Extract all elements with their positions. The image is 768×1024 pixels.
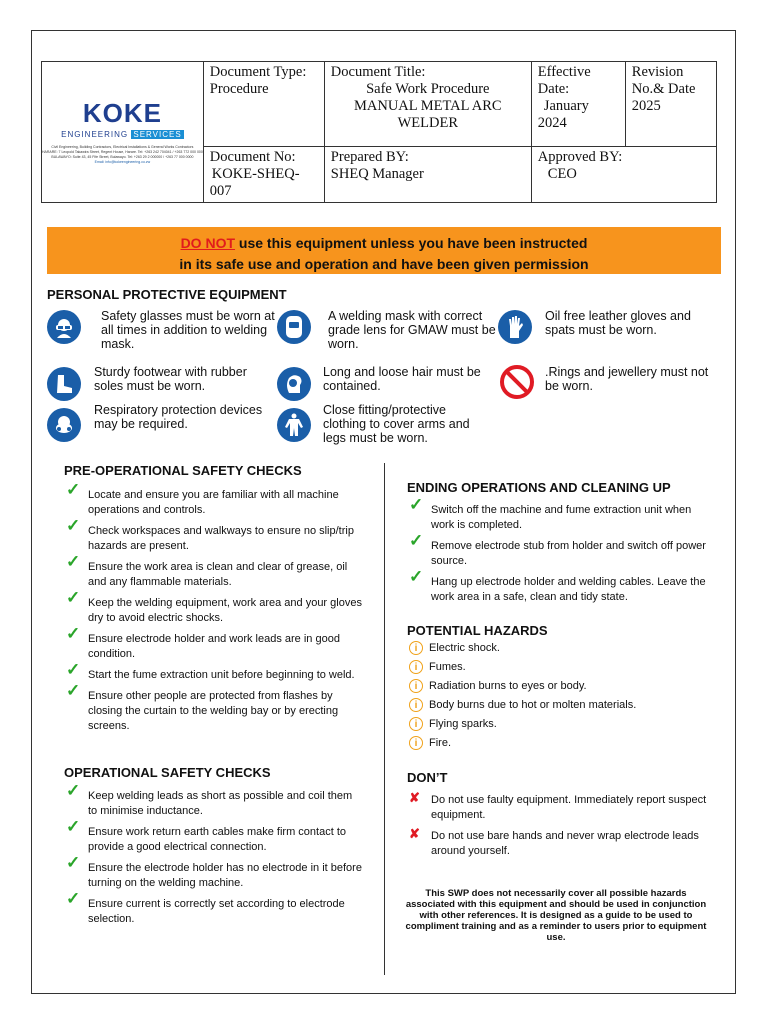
approved-by-value: CEO: [547, 166, 577, 182]
hair-net-icon: [277, 367, 311, 401]
ppe-text-welding-mask: A welding mask with correct grade lens for GMAW must be worn.: [328, 309, 496, 351]
company-logo: [42, 97, 203, 165]
info-icon: i: [409, 717, 423, 731]
check-icon: ✓: [66, 480, 81, 499]
column-divider: [384, 463, 385, 975]
no-jewellery-icon: [500, 365, 534, 399]
check-icon: ✓: [409, 567, 424, 586]
list-item: ✓ Locate and ensure you are familiar with all machine operations and controls.: [66, 480, 339, 516]
effective-date-cell: Effective Date: January 2024: [531, 62, 625, 147]
list-item: ✓ Check workspaces and walkways to ensure no slip/trip hazards are present.: [66, 516, 354, 552]
prepared-by-cell: Prepared BY: SHEQ Manager: [324, 147, 531, 203]
doc-title-line1: Safe Work Procedure: [366, 81, 490, 97]
logo-contact-details: Civil Engineering, Building Contractors, Electrical Installations & General Works Contractors HARARE: 7 Leopold Takawira Street, Regent House, Harare. Tel: +263 242 704041 / +263 772 000 000 BULAWAYO: Suite 43, 45 Fife Street, Bulawayo. Tel: +263 29 2 000000 / +263 77 000 0000 Email: info@kokeengineering.co.zw: [42, 144, 203, 164]
cross-icon: ✘: [409, 826, 420, 841]
list-item: ✓ Remove electrode stub from holder and switch off power source.: [409, 531, 706, 567]
logo-subtitle-b: SERVICES: [133, 129, 182, 139]
list-item: ✓ Ensure electrode holder and work leads are in good condition.: [66, 624, 340, 660]
list-item: ✓ Start the fume extraction unit before beginning to weld.: [66, 660, 355, 681]
list-item: ✓ Switch off the machine and fume extraction unit when work is completed.: [409, 495, 692, 531]
list-item: ✘ Do not use bare hands and never wrap electrode leads around yourself.: [409, 826, 699, 857]
ppe-text-safety-glasses: Safety glasses must be worn at all times in addition to welding mask.: [101, 309, 275, 351]
check-icon: ✓: [66, 516, 81, 535]
effective-year: 2024: [537, 115, 567, 131]
check-icon: ✓: [66, 817, 81, 836]
ppe-text-hair: Long and loose hair must be contained.: [323, 365, 481, 393]
list-item: i Body burns due to hot or molten materials.: [407, 698, 707, 713]
list-item: ✓ Ensure the work area is clean and clear of grease, oil and any flammable materials.: [66, 552, 348, 588]
op-title: OPERATIONAL SAFETY CHECKS: [64, 765, 271, 780]
check-icon: ✓: [66, 588, 81, 607]
list-item: ✓ Keep welding leads as short as possible and coil them to minimise inductance.: [66, 781, 353, 817]
doc-no-value: KOKE-SHEQ-: [211, 166, 300, 182]
pre-op-list: [64, 480, 364, 740]
warning-banner: DO NOT use this equipment unless you have been instructed in its safe use and operation and have been given permission: [47, 227, 721, 274]
ppe-text-jewellery: .Rings and jewellery must not be worn.: [545, 365, 709, 393]
effective-month: January: [543, 98, 589, 114]
doc-no-cell: Document No: KOKE-SHEQ- 007: [203, 147, 324, 203]
check-icon: ✓: [409, 531, 424, 550]
info-icon: i: [409, 679, 423, 693]
ppe-text-gloves: Oil free leather gloves and spats must be worn.: [545, 309, 691, 337]
check-icon: ✓: [409, 495, 424, 514]
info-icon: i: [409, 698, 423, 712]
ending-list: [407, 495, 707, 611]
list-item: i Radiation burns to eyes or body.: [407, 679, 707, 694]
overalls-icon: [277, 408, 311, 442]
welding-mask-icon: [277, 310, 311, 344]
safety-glasses-icon: [47, 310, 81, 344]
doc-type-value: Procedure: [209, 81, 269, 97]
list-item: i Fire.: [407, 736, 707, 751]
doc-title-cell: [324, 62, 531, 147]
check-icon: ✓: [66, 552, 81, 571]
revision-cell: Revision No.& Date 2025: [625, 62, 716, 147]
gloves-icon: [498, 310, 532, 344]
check-icon: ✓: [66, 660, 81, 679]
logo-cell: [42, 62, 204, 203]
list-item: ✘ Do not use faulty equipment. Immediately report suspect equipment.: [409, 790, 707, 821]
pre-op-title: PRE-OPERATIONAL SAFETY CHECKS: [64, 463, 302, 478]
info-icon: i: [409, 641, 423, 655]
logo-subtitle-a: ENGINEERING: [61, 129, 129, 139]
prepared-by-value: SHEQ Manager: [330, 166, 424, 182]
ppe-text-boots: Sturdy footwear with rubber soles must be worn.: [94, 365, 247, 393]
list-item: ✓ Ensure the electrode holder has no electrode in it before turning on the welding machine.: [66, 853, 362, 889]
list-item: i Electric shock.: [407, 641, 707, 656]
list-item: i Flying sparks.: [407, 717, 707, 732]
disclaimer-footer: This SWP does not necessarily cover all possible hazards associated with this equipment and should be used in conjunction with other references. It is designed as a guide to be used to compliment training and as a reminder to users prior to equipment use.: [405, 888, 707, 943]
hazards-list: [407, 641, 707, 755]
list-item: ✓ Hang up electrode holder and welding cables. Leave the work area in a safe, clean and tidy state.: [409, 567, 706, 603]
list-item: ✓ Ensure work return earth cables make firm contact to provide a good electrical connection.: [66, 817, 346, 853]
ppe-title: PERSONAL PROTECTIVE EQUIPMENT: [47, 287, 287, 302]
revision-value: 2025: [631, 98, 661, 114]
boots-icon: [47, 367, 81, 401]
check-icon: ✓: [66, 853, 81, 872]
list-item: ✓ Keep the welding equipment, work area and your gloves dry to avoid electric shocks.: [66, 588, 362, 624]
approved-by-cell: Approved BY: CEO: [531, 147, 716, 203]
check-icon: ✓: [66, 781, 81, 800]
check-icon: ✓: [66, 624, 81, 643]
ending-title: ENDING OPERATIONS AND CLEANING UP: [407, 480, 671, 495]
hazards-title: POTENTIAL HAZARDS: [407, 623, 548, 638]
op-list: [64, 781, 364, 933]
list-item: ✓ Ensure current is correctly set according to electrode selection.: [66, 889, 345, 925]
dont-list: [407, 790, 707, 865]
ppe-text-respirator: Respiratory protection devices may be required.: [94, 403, 263, 431]
logo-title: KOKE: [82, 97, 162, 128]
info-icon: i: [409, 660, 423, 674]
dont-title: DON’T: [407, 770, 448, 785]
info-icon: i: [409, 736, 423, 750]
doc-title-label: Document Title:: [330, 64, 426, 80]
doc-type-label: Document Type:: [209, 64, 307, 80]
list-item: ✓ Ensure other people are protected from flashes by closing the curtain to the welding bay or by erecting screens.: [66, 681, 339, 732]
list-item: i Fumes.: [407, 660, 707, 675]
do-not-text: DO NOT: [180, 235, 236, 251]
doc-title-line3: WELDER: [397, 115, 458, 131]
cross-icon: ✘: [409, 790, 420, 805]
doc-type-cell: [203, 62, 324, 147]
document-header-table: [41, 61, 717, 203]
check-icon: ✓: [66, 889, 81, 908]
ppe-text-clothing: Close fitting/protective clothing to cover arms and legs must be worn.: [323, 403, 470, 445]
doc-title-line2: MANUAL METAL ARC: [353, 98, 502, 114]
check-icon: ✓: [66, 681, 81, 700]
respirator-icon: [47, 408, 81, 442]
